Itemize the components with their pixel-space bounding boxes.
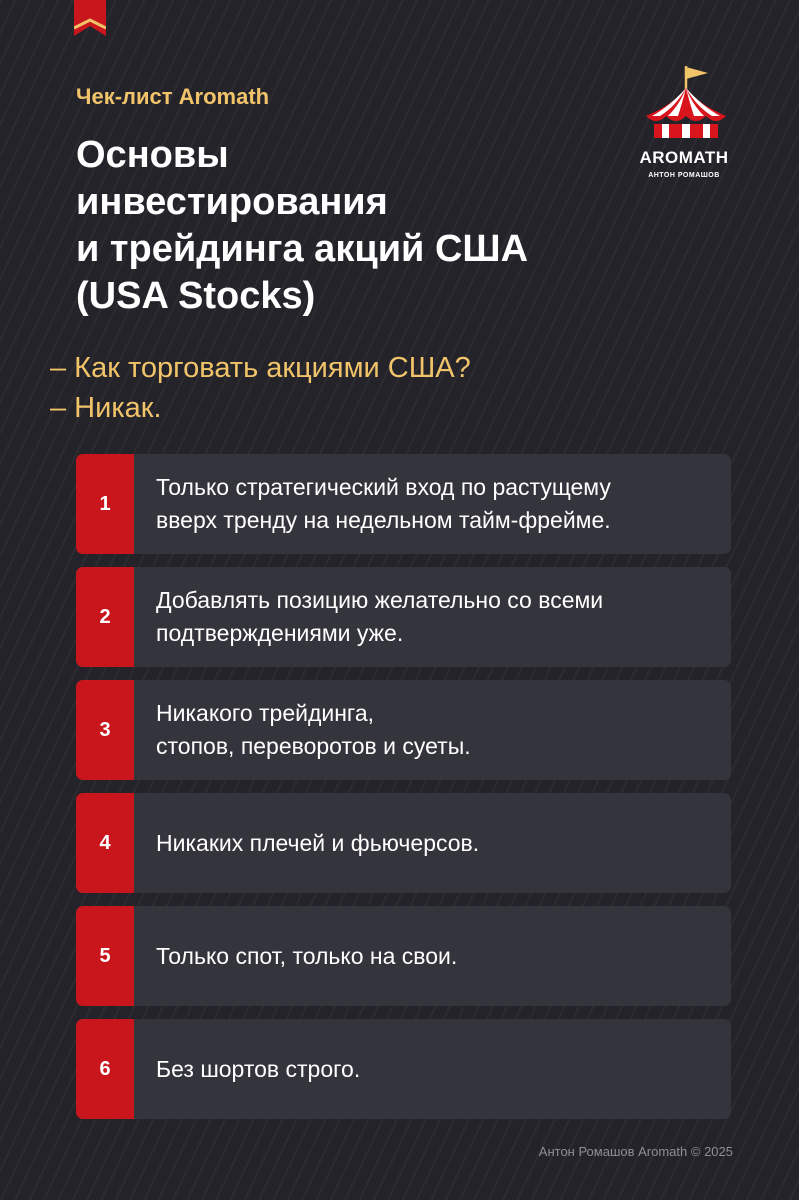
item-text: Без шортов строго. [156, 1055, 361, 1082]
title-line: (USA Stocks) [76, 275, 316, 317]
checklist-item [76, 793, 731, 893]
dialog-line: – Никак. [50, 392, 162, 424]
checklist [76, 454, 731, 1132]
circus-tent-icon [634, 64, 734, 144]
item-number: 4 [76, 793, 134, 893]
title-line: инвестирования [76, 181, 388, 223]
checklist-item [76, 567, 731, 667]
item-text: Никаких плечей и фьючерсов. [156, 829, 480, 856]
checklist-item [76, 454, 731, 554]
logo-subtitle: АНТОН РОМАШОВ [648, 172, 720, 179]
item-text: Добавлять позицию желательно со всеми подтверждениями уже. [156, 587, 604, 646]
checklist-label: Чек-лист Aromath [76, 84, 270, 109]
checklist-item [76, 1019, 731, 1119]
aromath-logo [628, 64, 740, 188]
logo-name: AROMATH [639, 148, 729, 167]
item-number: 2 [76, 567, 134, 667]
item-text: Никакого трейдинга, стопов, переворотов и суеты. [156, 700, 471, 759]
dialog-quote [50, 348, 471, 428]
copyright-footer: Антон Ромашов Aromath © 2025 [538, 1144, 733, 1159]
item-number: 5 [76, 906, 134, 1006]
item-number: 6 [76, 1019, 134, 1119]
title-line: и трейдинга акций США [76, 228, 529, 270]
dialog-line: – Как торговать акциями США? [50, 352, 471, 384]
page-title [76, 132, 596, 320]
item-text: Только спот, только на свои. [156, 942, 458, 969]
item-number: 3 [76, 680, 134, 780]
checklist-item [76, 680, 731, 780]
checklist-item [76, 906, 731, 1006]
bookmark-icon [74, 0, 106, 36]
title-line: Основы [76, 134, 229, 176]
item-number: 1 [76, 454, 134, 554]
item-text: Только стратегический вход по растущему вверх тренду на недельном тайм-фрейме. [156, 474, 611, 533]
